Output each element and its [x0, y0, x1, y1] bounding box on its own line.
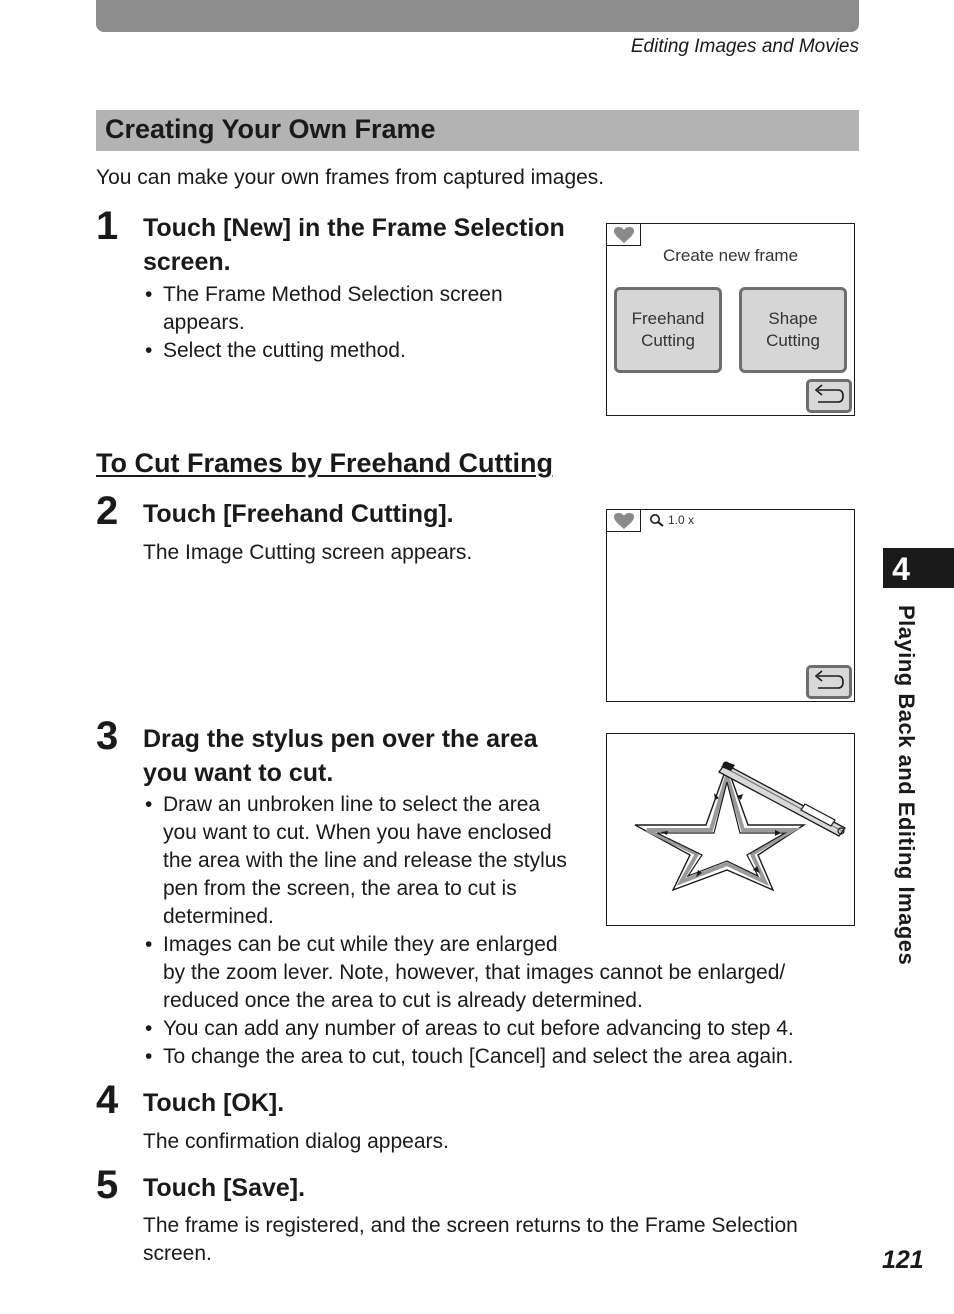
- list-item: • You can add any number of areas to cut before advancing to step 4.: [143, 1015, 853, 1043]
- step3-title: Drag the stylus pen over the area you want to cut.: [143, 725, 538, 787]
- image-cutting-screen: [606, 509, 855, 702]
- step5-title: Touch [Save].: [143, 1174, 306, 1202]
- frame-method-screen: [606, 223, 855, 416]
- back-button[interactable]: [806, 665, 852, 699]
- page-number: 121: [882, 1246, 924, 1274]
- freehand-cutting-button[interactable]: Freehand Cutting: [614, 287, 722, 373]
- list-item: • The Frame Method Selection screen appears.: [143, 281, 583, 337]
- step-number-5: 5: [96, 1163, 119, 1207]
- heart-icon: [607, 224, 641, 246]
- zoom-indicator: [649, 513, 694, 527]
- running-title: Editing Images and Movies: [630, 36, 859, 57]
- step5-description: The frame is registered, and the screen returns to the Frame Selection screen.: [143, 1214, 798, 1265]
- heart-icon: [607, 510, 641, 532]
- list-item: • To change the area to cut, touch [Cancel] and select the area again.: [143, 1043, 853, 1071]
- chapter-number: 4: [892, 551, 910, 587]
- section-title: Creating Your Own Frame: [105, 114, 436, 144]
- step1-title: [143, 211, 565, 279]
- return-arrow-icon: [812, 384, 846, 408]
- magnifier-icon: [649, 513, 665, 527]
- zoom-level: 1.0 x: [668, 513, 695, 527]
- step-number-4: 4: [96, 1078, 119, 1122]
- subsection-title: To Cut Frames by Freehand Cutting: [96, 448, 554, 478]
- step3-bullets: [143, 791, 853, 1071]
- chapter-title: Playing Back and Editing Images: [894, 605, 919, 966]
- screen-heading: Create new frame: [662, 246, 799, 265]
- section-intro: You can make your own frames from captured images.: [96, 166, 605, 189]
- step4-description: The confirmation dialog appears.: [143, 1130, 449, 1153]
- step2-description: The Image Cutting screen appears.: [143, 541, 473, 564]
- list-item: • Select the cutting method.: [143, 337, 583, 365]
- step-number-3: 3: [96, 714, 119, 758]
- step1-title-line2: screen.: [143, 248, 231, 276]
- step4-title: Touch [OK].: [143, 1089, 285, 1117]
- step1-title-line1: Touch [New] in the Frame Selection: [143, 214, 565, 242]
- list-item: • Draw an unbroken line to select the area you want to cut. When you have enclosed the area with the line and release the stylus pen from the screen, the area to cut is determined.: [143, 791, 853, 931]
- list-item: • Images can be cut while they are enlarged by the zoom lever. Note, however, that images cannot be enlarged/ reduced once the area to cut is already determined.: [143, 931, 853, 1015]
- return-arrow-icon: [812, 670, 846, 694]
- header-bar: [96, 0, 859, 32]
- step1-bullets: [143, 281, 583, 365]
- step-number-2: 2: [96, 489, 119, 533]
- step2-title: Touch [Freehand Cutting].: [143, 500, 454, 528]
- back-button[interactable]: [806, 379, 852, 413]
- step-number-1: 1: [96, 204, 119, 248]
- shape-cutting-button[interactable]: Shape Cutting: [739, 287, 847, 373]
